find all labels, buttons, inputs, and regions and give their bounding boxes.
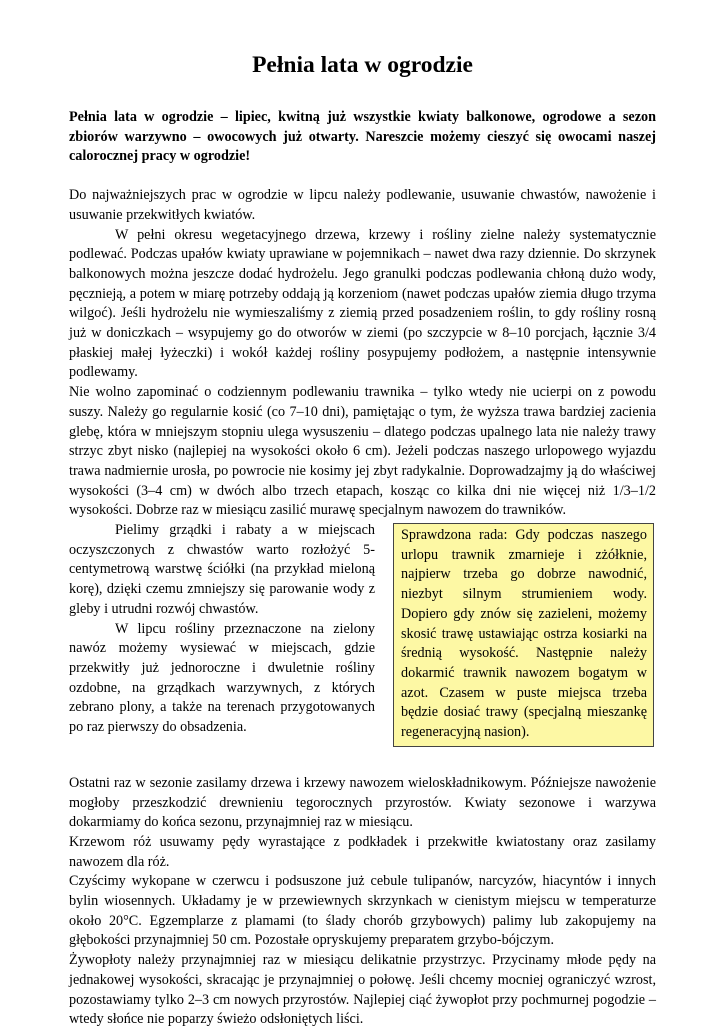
paragraph-watering: W pełni okresu wegetacyjnego drzewa, krzewy i rośliny zielne należy systematycznie podlewać. Podczas upałów kwiaty uprawiane w pojemnikach – nawet dwa razy dziennie. Do skrzynek balkonowych można jeszcze dodać hydrożelu. Jego granulki podczas podlewania chłoną dużo wody, pęcznieją, a potem w miarę potrzeby oddają ją korzeniom (nawet podczas upałów ziemia długo trzyma wilgoć). Jeśli hydrożelu nie wymieszaliśmy z ziemią przed posadzeniem roślin, to gdy rośliny rosną już w doniczkach – wsypujemy go do otworów w ziemi (po szczypcie w 8–10 porcjach, łącznie 3/4 płaskiej małej łyżeczki) i wokół każdej rośliny posypujemy podłożem, a następnie intensywnie podlewamy. xyxy=(69,226,656,381)
paragraph-hedges: Żywopłoty należy przynajmniej raz w miesiącu delikatnie przystrzyc. Przycinamy młode pędy na jednakowej wysokości, skracając je przynajmniej o połowę. Jeśli chcemy mocniej ograniczyć wzrost, pozostawiamy tylko 2–3 cm nowych przyrostów. Najlepiej ciąć żywopłot przy pochmurnej pogodzie – wtedy słońce nie poparzy świeżo odsłoniętych liści. xyxy=(69,952,656,1028)
paragraph-bulbs: Czyścimy wykopane w czerwcu i podsuszone już cebule tulipanów, narcyzów, hiacyntów i innych bylin wiosennych. Układamy je w przewiewnych skrzynkach w cienistym miejscu w temperaturze około 20°C. Egzemplarze z plamami (to ślady chorób grzybowych) palimy lub zakopujemy na głębokości przynajmniej 50 cm. Pozostałe opryskujemy preparatem grzybo-bójczym. xyxy=(69,873,656,949)
paragraph-main-tasks: Do najważniejszych prac w ogrodzie w lipcu należy podlewanie, usuwanie chwastów, nawożenie i usuwanie przekwitłych kwiatów. xyxy=(69,187,656,223)
paragraph-roses: Krzewom róż usuwamy pędy wyrastające z podkładek i przekwitłe kwiatostany oraz zasilamy nawozem dla róż. xyxy=(69,833,656,870)
lead-paragraph: Pełnia lata w ogrodzie – lipiec, kwitną już wszystkie kwiaty balkonowe, ogrodowe a sezon zbiorów warzywno – owocowych już otwarty. Nareszcie możemy cieszyć się owocami naszej calorocznej pracy w ogrodzie! xyxy=(69,109,656,165)
document-page xyxy=(69,50,656,1030)
tip-box: Sprawdzona rada: Gdy podczas naszego urlopu trawnik zmarnieje i zżółknie, najpierw trzeba go dobrze nawodnić, niezbyt silnym strumieniem wody. Dopiero gdy znów się zazieleni, możemy skosić trawę ustawiając ostrza kosiarki na średnią wysokość. Następnie należy dokarmić trawnik nawozem bogatym w azot. Czasem w puste miejsca trzeba będzie dosiać trawy (specjalną mieszankę regeneracyjną nasion). xyxy=(393,523,654,747)
middle-section xyxy=(69,521,656,755)
paragraph-weeding: Pielimy grządki i rabaty a w miejscach oczyszczonych z chwastów warto rozłożyć 5-centymetrową warstwę ściółki (na przykład mieloną korę), dzięki czemu zmniejszy się parowanie wody z gleby i utrudni rozwój chwastów. xyxy=(69,522,375,617)
page-title: Pełnia lata w ogrodzie xyxy=(252,52,473,78)
paragraph-lawn: Nie wolno zapominać o codziennym podlewaniu trawnika – tylko wtedy nie ucierpi on z powodu suszy. Należy go regularnie kosić (co 7–10 dni), pamiętając o tym, że wyższa trawa bardziej zacienia glebę, która w mniejszym stopniu ulega wysuszeniu – dlatego podczas upalnego lata nie należy trawy strzyc zbyt nisko (najlepiej na wysokości około 6 cm). Jeżeli podczas naszego urlopowego wyjazdu trawa nadmiernie urosła, po powrocie nie kosimy jej zbyt radykalnie. Doprowadzajmy ją do właściwej wysokości (3–4 cm) w dwóch albo trzech etapach, kosząc co kilka dni nie więcej niż 1/3–1/2 wysokości. Dobrze raz w miesiącu zasilić murawę specjalnym nawozem do trawników. xyxy=(69,384,656,519)
paragraph-fertilizing: Ostatni raz w sezonie zasilamy drzewa i krzewy nawozem wieloskładnikowym. Późniejsze nawożenie mogłoby przeszkodzić drewnieniu tegorocznych przyrostów. Kwiaty sezonowe i warzywa dokarmiamy do końca sezonu, przynajmniej raz w miesiącu. xyxy=(69,774,656,831)
paragraph-green-manure: W lipcu rośliny przeznaczone na zielony nawóz możemy wysiewać w miejscach, gdzie przekwitły już jednoroczne i dwuletnie rośliny ozdobne, na grządkach warzywnych, z których zebrano plony, a także na terenach przygotowanych po raz pierwszy do obsadzenia. xyxy=(69,620,375,736)
